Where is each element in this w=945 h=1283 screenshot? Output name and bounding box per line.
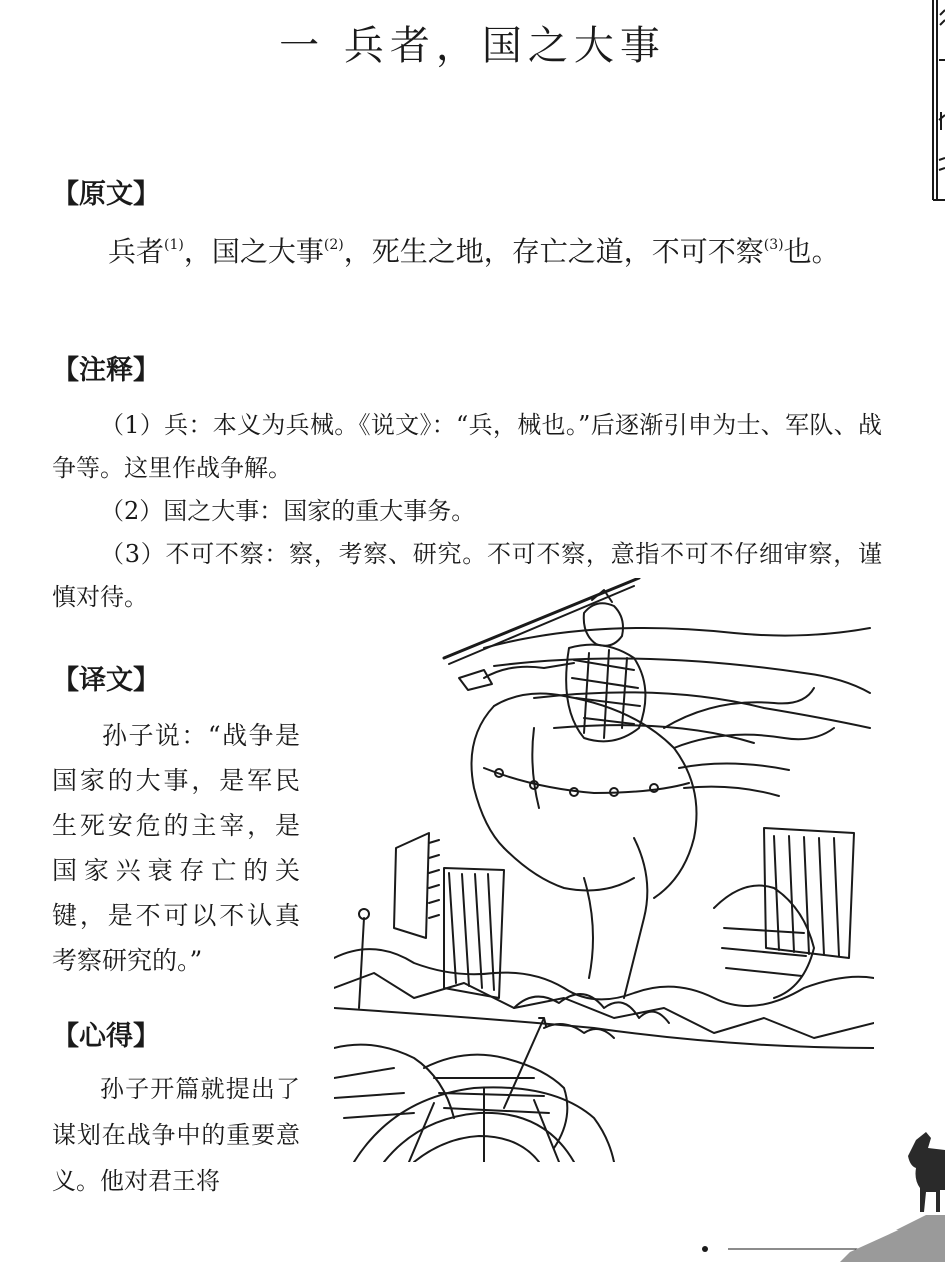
side-frame-decoration	[930, 0, 945, 210]
section-heading-original: 【原文】	[52, 179, 160, 210]
footnote-ref-1: (1)	[164, 237, 184, 253]
insight-text: 孙子开篇就提出了谋划在战争中的重要意义。他对君王将	[52, 1075, 300, 1195]
note-item: （1）兵：本义为兵械。《说文》：“兵，械也。”后逐渐引申为士、军队、战争等。这里作战争解。	[52, 411, 882, 482]
footer-rule	[700, 1222, 945, 1262]
original-seg-3: ，死生之地，存亡之道，不可不察	[343, 235, 764, 268]
footnote-ref-3: (3)	[763, 237, 784, 253]
horse-ornament-icon	[896, 1120, 945, 1230]
original-seg-4: 也。	[783, 235, 840, 268]
section-heading-translation: 【译文】	[52, 665, 160, 696]
original-text	[52, 226, 882, 278]
original-seg-1: 兵者	[108, 235, 165, 268]
note-item: （2）国之大事：国家的重大事务。	[100, 497, 476, 525]
footnote-ref-2: (2)	[323, 237, 344, 253]
section-heading-notes: 【注释】	[52, 355, 160, 386]
warrior-illustration	[334, 578, 874, 1162]
original-seg-2: ，国之大事	[183, 235, 324, 268]
page-title: 一 兵者，国之大事	[279, 23, 666, 69]
section-heading-insight: 【心得】	[52, 1021, 160, 1052]
translation-text: 孙子说：“战争是国家的大事，是军民生死安危的主宰，是国家兴衰存亡的关键，是不可以不认真考察研究的。”	[52, 721, 300, 975]
note-item: （3）不可不察：察，考察、研究。不可不察，意指不可不仔细审察，谨慎对待。	[52, 540, 882, 611]
